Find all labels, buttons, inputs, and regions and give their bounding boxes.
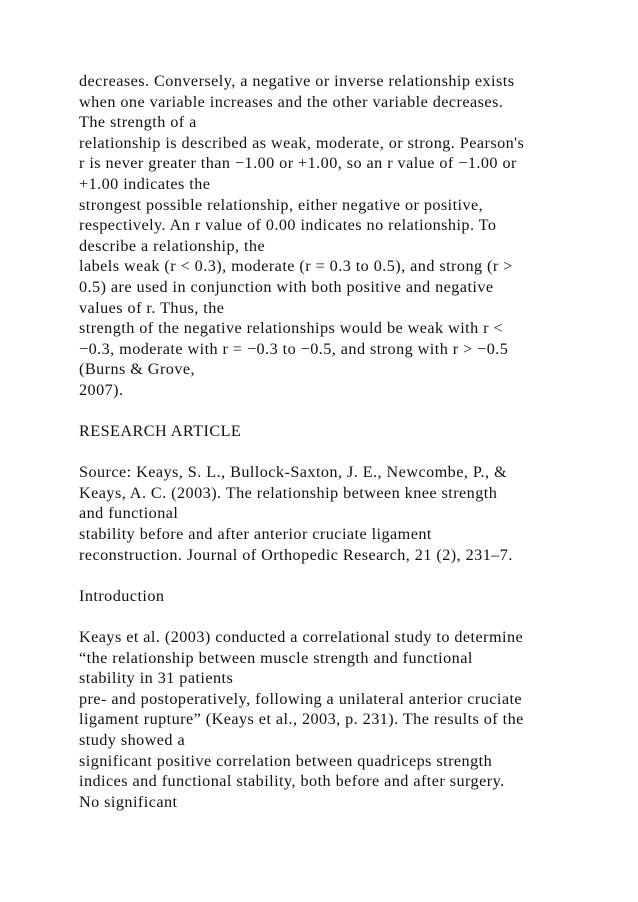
text-line: strength of the negative relationships would be weak with r <: [79, 319, 504, 338]
text-line: “the relationship between muscle strength and functional: [79, 648, 473, 667]
text-line: stability before and after anterior cruciate ligament: [79, 525, 432, 544]
text-line: significant positive correlation between quadriceps strength: [79, 751, 493, 770]
text-line: Source: Keays, S. L., Bullock-Saxton, J. E., Newcombe, P., &: [79, 463, 508, 482]
text-line: labels weak (r < 0.3), moderate (r = 0.3 to 0.5), and strong (r >: [79, 257, 513, 276]
text-line: +1.00 indicates the: [79, 174, 211, 193]
text-line: describe a relationship, the: [79, 236, 266, 255]
text-line: Keays et al. (2003) conducted a correlational study to determine: [79, 628, 524, 647]
spacer: [79, 606, 579, 627]
text-line: reconstruction. Journal of Orthopedic Research, 21 (2), 231–7.: [79, 545, 513, 564]
text-line: pre- and postoperatively, following a unilateral anterior cruciate: [79, 689, 523, 708]
text-line: Keays, A. C. (2003). The relationship between knee strength: [79, 483, 498, 502]
text-line: 2007).: [79, 380, 124, 399]
text-line: (Burns & Grove,: [79, 360, 195, 379]
text-line: The strength of a: [79, 113, 197, 132]
introduction-heading: Introduction: [79, 586, 165, 605]
text-line: No significant: [79, 792, 178, 811]
spacer: [79, 565, 579, 586]
text-line: and functional: [79, 504, 179, 523]
text-line: when one variable increases and the other variable decreases.: [79, 92, 504, 111]
text-line: r is never greater than −1.00 or +1.00, so an r value of −1.00 or: [79, 154, 517, 173]
text-line: ligament rupture” (Keays et al., 2003, p. 231). The results of the: [79, 710, 524, 729]
introduction-paragraph: [79, 627, 579, 812]
text-line: indices and functional stability, both before and after surgery.: [79, 772, 505, 791]
text-line: strongest possible relationship, either negative or positive,: [79, 195, 484, 214]
text-line: 0.5) are used in conjunction with both positive and negative: [79, 277, 494, 296]
paragraph-correlation-strength: [79, 71, 579, 401]
text-line: −0.3, moderate with r = −0.3 to −0.5, and strong with r > −0.5: [79, 339, 509, 358]
text-line: study showed a: [79, 731, 186, 749]
document-text: [79, 71, 579, 812]
spacer: [79, 401, 579, 422]
section-heading: RESEARCH ARTICLE: [79, 422, 242, 441]
text-line: values of r. Thus, the: [79, 298, 225, 317]
spacer: [79, 442, 579, 463]
text-line: respectively. An r value of 0.00 indicates no relationship. To: [79, 216, 497, 235]
text-line: relationship is described as weak, moderate, or strong. Pearson's: [79, 133, 525, 152]
text-line: stability in 31 patients: [79, 669, 234, 688]
text-line: decreases. Conversely, a negative or inverse relationship exists: [79, 72, 515, 90]
source-citation: [79, 462, 579, 565]
